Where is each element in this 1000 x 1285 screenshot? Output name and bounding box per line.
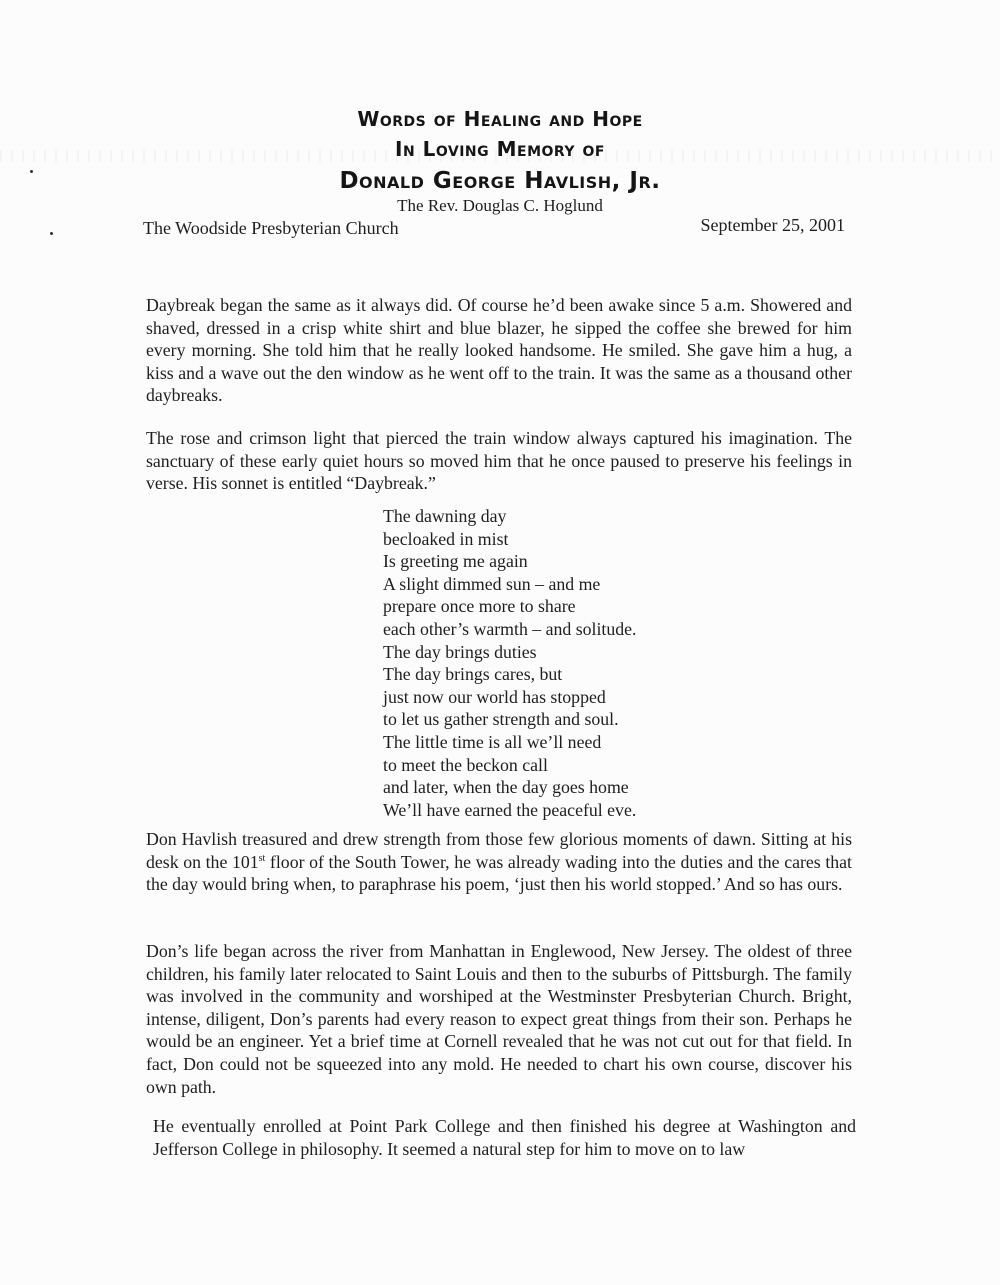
church-name: The Woodside Presbyterian Church <box>143 218 399 238</box>
poem-line: becloaked in mist <box>383 528 509 549</box>
paragraph-5: He eventually enrolled at Point Park College and then finished his degree at Washington and Jefferson College in philosophy. It seemed a natural step for him to move on to law <box>153 1116 856 1159</box>
paragraph-3-part-1: Don Havlish treasured and drew strength from those few glorious moments of dawn. Sitting at his desk on the 101 <box>146 829 852 872</box>
title-line-3: Donald George Havlish, Jr. <box>339 168 661 194</box>
document-title <box>0 104 1000 198</box>
poem-line: We’ll have earned the peaceful eve. <box>383 799 637 820</box>
paragraph-4: Don’s life began across the river from Manhattan in Englewood, New Jersey. The oldest of three children, his family later relocated to Saint Louis and then to the suburbs of Pittsburgh. The family was involved in the community and worshiped at the Westminster Presbyterian Church. Bright, intense, diligent, Don’s parents had every reason to expect great things from their son. Perhaps he would be an engineer. Yet a brief time at Cornell revealed that he was not cut out for that field. In fact, Don could not be squeezed into any mold. He needed to chart his own course, discover his own path. <box>146 941 852 1097</box>
paragraph-2: The rose and crimson light that pierced the train window always captured his imagination. The sanctuary of these early quiet hours so moved him that he once paused to preserve his feelings in verse. His sonnet is entitled “Daybreak.” <box>146 428 852 494</box>
poem-line: Is greeting me again <box>383 551 528 572</box>
document-date: September 25, 2001 <box>700 215 845 235</box>
poem-line: The little time is all we’ll need <box>383 731 602 752</box>
paragraph-3 <box>146 828 852 896</box>
ordinal-suffix: st <box>258 852 266 864</box>
poem-line: prepare once more to share <box>383 596 576 617</box>
poem-line: The day brings duties <box>383 641 537 662</box>
poem-daybreak <box>383 505 636 821</box>
author-name: The Rev. Douglas C. Hoglund <box>397 196 603 215</box>
title-line-1: Words of Healing and Hope <box>357 107 643 131</box>
poem-line: The day brings cares, but <box>383 664 563 685</box>
title-line-2: In Loving Memory of <box>395 137 605 161</box>
poem-line: each other’s warmth – and solitude. <box>383 618 637 639</box>
poem-line: to meet the beckon call <box>383 754 548 775</box>
poem-line: and later, when the day goes home <box>383 777 629 798</box>
poem-line: The dawning day <box>383 506 507 526</box>
poem-line: A slight dimmed sun – and me <box>383 573 601 594</box>
poem-line: just now our world has stopped <box>383 686 606 707</box>
paragraph-1: Daybreak began the same as it always did. Of course he’d been awake since 5 a.m. Showered and shaved, dressed in a crisp white shirt and blue blazer, he sipped the coffee she brewed for him every morning. She told him that he really looked handsome. He smiled. She gave him a hug, a kiss and a wave out the den window as he went off to the train. It was the same as a thousand other daybreaks. <box>146 295 852 406</box>
scan-speck <box>50 232 53 235</box>
paragraph-3-part-2: floor of the South Tower, he was already wading into the duties and the cares that the day would bring when, to paraphrase his poem, ‘just then his world stopped.’ And so has ours. <box>146 851 852 895</box>
poem-line: to let us gather strength and soul. <box>383 709 619 730</box>
